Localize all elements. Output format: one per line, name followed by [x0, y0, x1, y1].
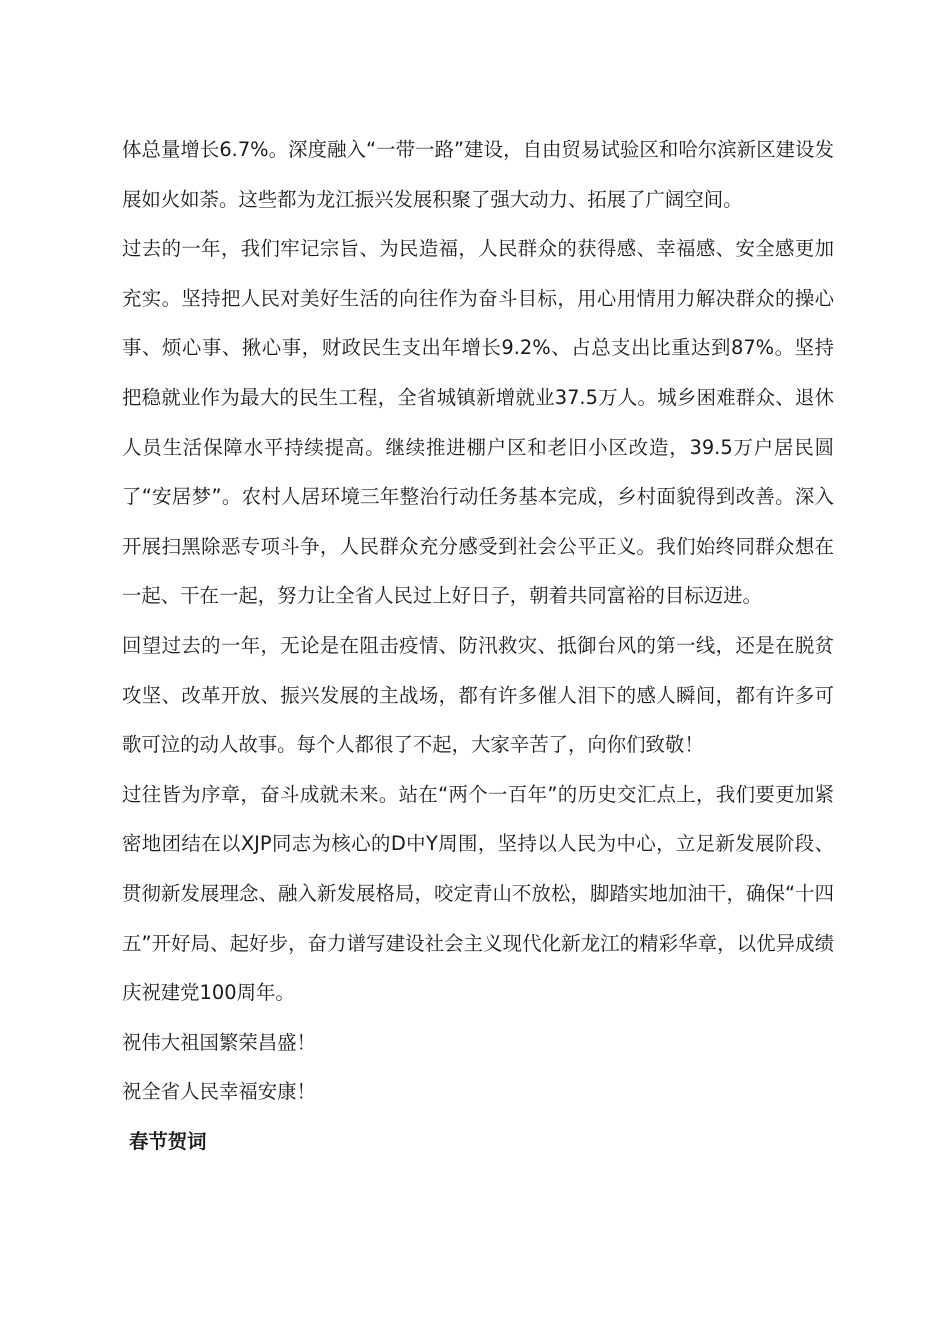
paragraph-wish-country: 祝伟大祖国繁荣昌盛！ — [122, 1030, 316, 1054]
paragraph-economic-growth: 体总量增长6.7%。深度融入“一带一路”建设，自由贸易试验区和哈尔滨新区建设发展如火如荼。这些都为龙江振兴发展积聚了强大动力、拓展了广阔空间。 — [122, 138, 834, 211]
section-heading: 春节贺词 — [129, 1129, 207, 1153]
document-body — [122, 125, 834, 1166]
paragraph-review: 回望过去的一年，无论是在阻击疫情、防汛救灾、抵御台风的第一线，还是在脱贫攻坚、改革开放、振兴发展的主战场，都有许多催人泪下的感人瞬间，都有许多可歌可泣的动人故事。每个人都很了不起，大家辛苦了，向你们致敬！ — [122, 633, 834, 757]
paragraph-future: 过往皆为序章，奋斗成就未来。站在“两个一百年”的历史交汇点上，我们要更加紧密地团结在以XJP同志为核心的D中Y周围，坚持以人民为中心，立足新发展阶段、贯彻新发展理念、融入新发展格局，咬定青山不放松，脚踏实地加油干，确保“十四五”开好局、起好步，奋力谱写建设社会主义现代化新龙江的精彩华章，以优异成绩庆祝建党100周年。 — [122, 782, 834, 1005]
paragraph-wish-people: 祝全省人民幸福安康！ — [122, 1080, 316, 1104]
paragraph-peoples-livelihood: 过去的一年，我们牢记宗旨、为民造福，人民群众的获得感、幸福感、安全感更加充实。坚持把人民对美好生活的向往作为奋斗目标，用心用情用力解决群众的操心事、烦心事、揪心事，财政民生支出年增长9.2%、占总支出比重达到87%。坚持把稳就业作为最大的民生工程，全省城镇新增就业37.5万人。城乡困难群众、退休人员生活保障水平持续提高。继续推进棚户区和老旧小区改造，39.5万户居民圆了“安居梦”。农村人居环境三年整治行动任务基本完成，乡村面貌得到改善。深入开展扫黑除恶专项斗争，人民群众充分感受到社会公平正义。我们始终同群众想在一起、干在一起，努力让全省人民过上好日子，朝着共同富裕的目标迈进。 — [122, 237, 834, 608]
